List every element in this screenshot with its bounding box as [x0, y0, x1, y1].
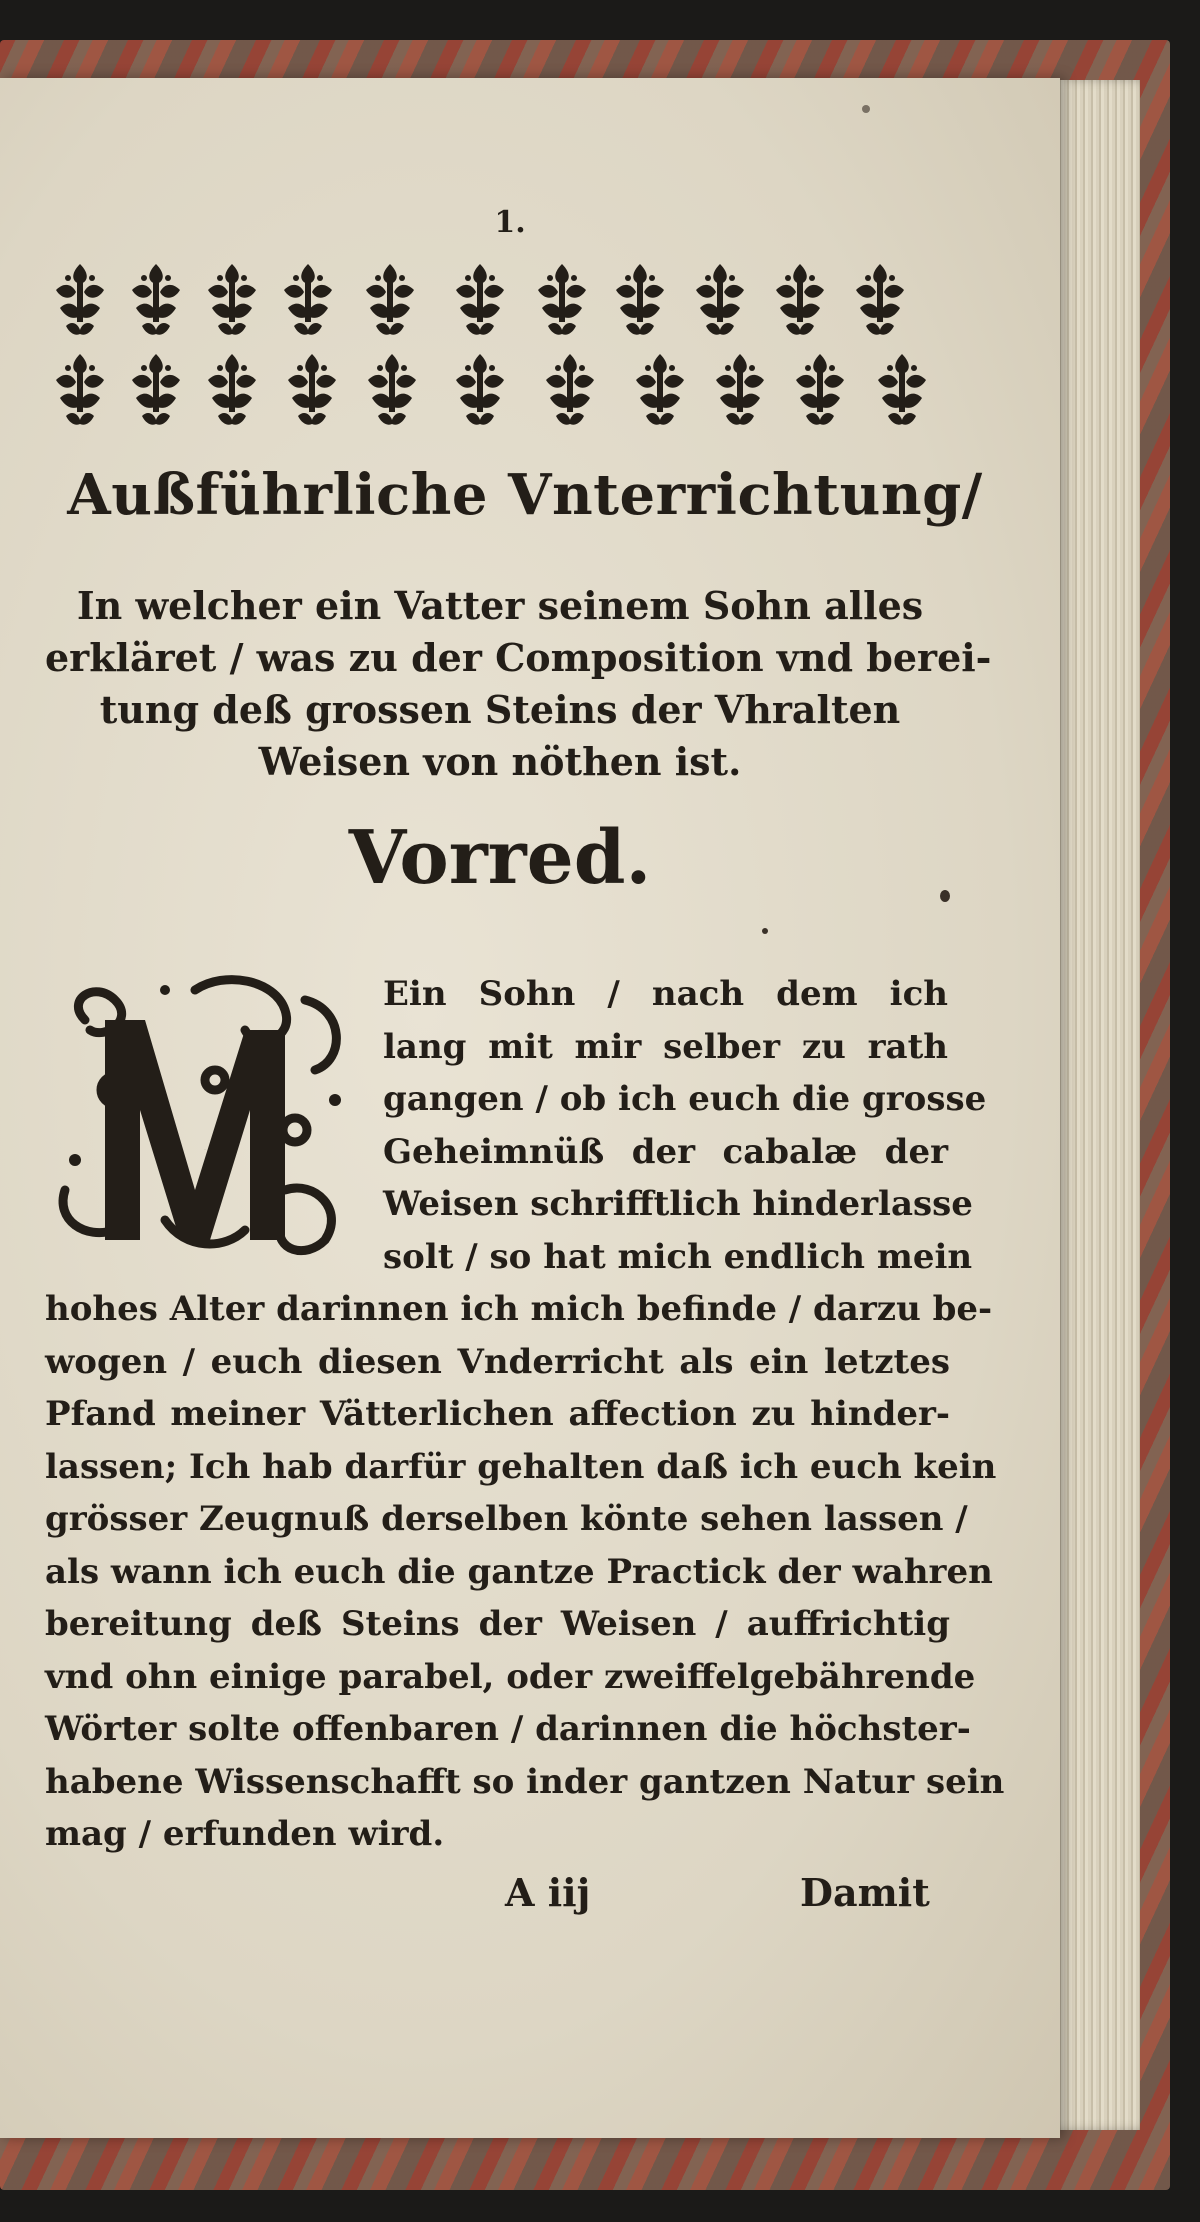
text-line: Geheimnüß der cabalæ der: [383, 1131, 948, 1172]
body-paragraph: [45, 1283, 1005, 1861]
text-line: lassen; Ich hab darfür gehalten daß ich euch kein: [45, 1446, 997, 1487]
text-line: Ein Sohn / nach dem ich: [383, 974, 948, 1014]
text-line: Pfand meiner Vätterlichen affection zu hinder-: [45, 1394, 950, 1434]
text-line: gangen / ob ich euch die grosse: [383, 1079, 987, 1119]
text-line: vnd ohn einige parabel, oder zweiffelgebährende: [45, 1656, 976, 1697]
subtitle-line: tung deß grossen Steins der Vhralten: [99, 687, 901, 732]
subtitle-line: Weisen von nöthen ist.: [258, 739, 742, 784]
page-title: Außführliche Vnterrichtung/: [67, 462, 983, 528]
subtitle-block: [45, 580, 992, 788]
text-line: mag / erfunden wird.: [45, 1814, 445, 1854]
ink-speck: [862, 105, 870, 113]
text-line: als wann ich euch die gantze Practick der wahren: [45, 1551, 993, 1592]
ink-speck: [940, 890, 950, 902]
subtitle-line: erkläret / was zu der Composition vnd berei-: [45, 635, 992, 680]
text-line: hohes Alter darinnen ich mich befinde / darzu be-: [45, 1289, 993, 1329]
decorated-initial-icon: [45, 960, 365, 1280]
svg-text:M: M: [204, 1150, 206, 1151]
text-line: solt / so hat mich endlich mein: [383, 1236, 973, 1277]
catchword: Damit: [800, 1870, 930, 1915]
text-line: Weisen schrifftlich hinderlasse: [383, 1184, 973, 1224]
text-line: wogen / euch diesen Vnderricht als ein letztes: [45, 1341, 950, 1382]
text-line: grösser Zeugnuß derselben könte sehen lassen /: [45, 1499, 968, 1539]
fleuron-ornament-band: [50, 258, 960, 433]
page-number: 1.: [494, 205, 526, 240]
subtitle-line: In welcher ein Vatter seinem Sohn alles: [76, 583, 924, 628]
first-paragraph-indented: [383, 968, 987, 1283]
ink-speck: [762, 928, 768, 934]
signature-mark: A iij: [505, 1870, 591, 1915]
text-line: lang mit mir selber zu rath: [383, 1026, 948, 1067]
text-line: habene Wissenschafft so inder gantzen Natur sein: [45, 1761, 1005, 1802]
text-line: Wörter solte offenbaren / darinnen die höchster-: [45, 1709, 971, 1749]
text-line: bereitung deß Steins der Weisen / auffrichtig: [45, 1604, 950, 1644]
section-heading: Vorred.: [348, 815, 652, 901]
